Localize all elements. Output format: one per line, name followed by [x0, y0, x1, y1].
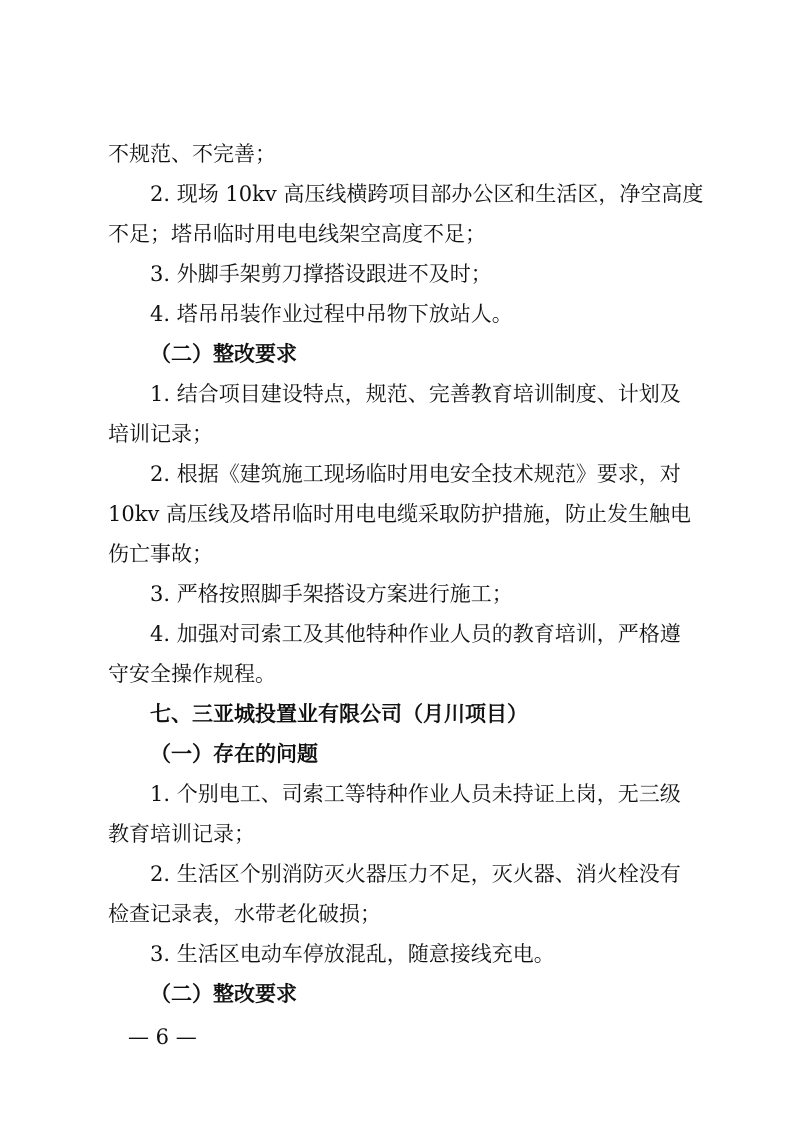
- text-line-5: 4. 塔吊吊装作业过程中吊物下放站人。: [150, 302, 513, 326]
- text-line-1: 不规范、不完善；: [108, 142, 276, 166]
- section-heading-problems: （一）存在的问题: [150, 741, 318, 766]
- text-line-19: 2. 生活区个别消防灭火器压力不足，灭火器、消火栓没有: [150, 862, 681, 886]
- text-line-11: 伤亡事故；: [108, 542, 213, 566]
- text-line-2: 2. 现场 10kv 高压线横跨项目部办公区和生活区，净空高度: [150, 182, 704, 206]
- text-line-14: 守安全操作规程。: [108, 662, 276, 686]
- text-line-13: 4. 加强对司索工及其他特种作业人员的教育培训，严格遵: [150, 622, 681, 646]
- text-line-9: 2. 根据《建筑施工现场临时用电安全技术规范》要求，对: [150, 462, 681, 486]
- page-number: — 6 —: [128, 1025, 197, 1049]
- company-heading: 七、三亚城投置业有限公司（月川项目）: [150, 702, 528, 726]
- text-line-7: 1. 结合项目建设特点，规范、完善教育培训制度、计划及: [150, 382, 681, 406]
- text-line-21: 3. 生活区电动车停放混乱，随意接线充电。: [150, 942, 555, 966]
- text-line-20: 检查记录表，水带老化破损；: [108, 902, 381, 926]
- section-heading-rectification-2: （二）整改要求: [150, 981, 297, 1006]
- section-heading-rectification-1: （二）整改要求: [150, 341, 297, 366]
- text-line-17: 1. 个别电工、司索工等特种作业人员未持证上岗，无三级: [150, 782, 681, 806]
- text-line-10: 10kv 高压线及塔吊临时用电电缆采取防护措施，防止发生触电: [108, 502, 691, 526]
- text-line-3: 不足；塔吊临时用电电线架空高度不足；: [108, 222, 486, 246]
- text-line-4: 3. 外脚手架剪刀撑搭设跟进不及时；: [150, 262, 492, 286]
- text-line-8: 培训记录；: [108, 422, 213, 446]
- text-line-12: 3. 严格按照脚手架搭设方案进行施工；: [150, 582, 513, 606]
- text-line-18: 教育培训记录；: [108, 822, 255, 846]
